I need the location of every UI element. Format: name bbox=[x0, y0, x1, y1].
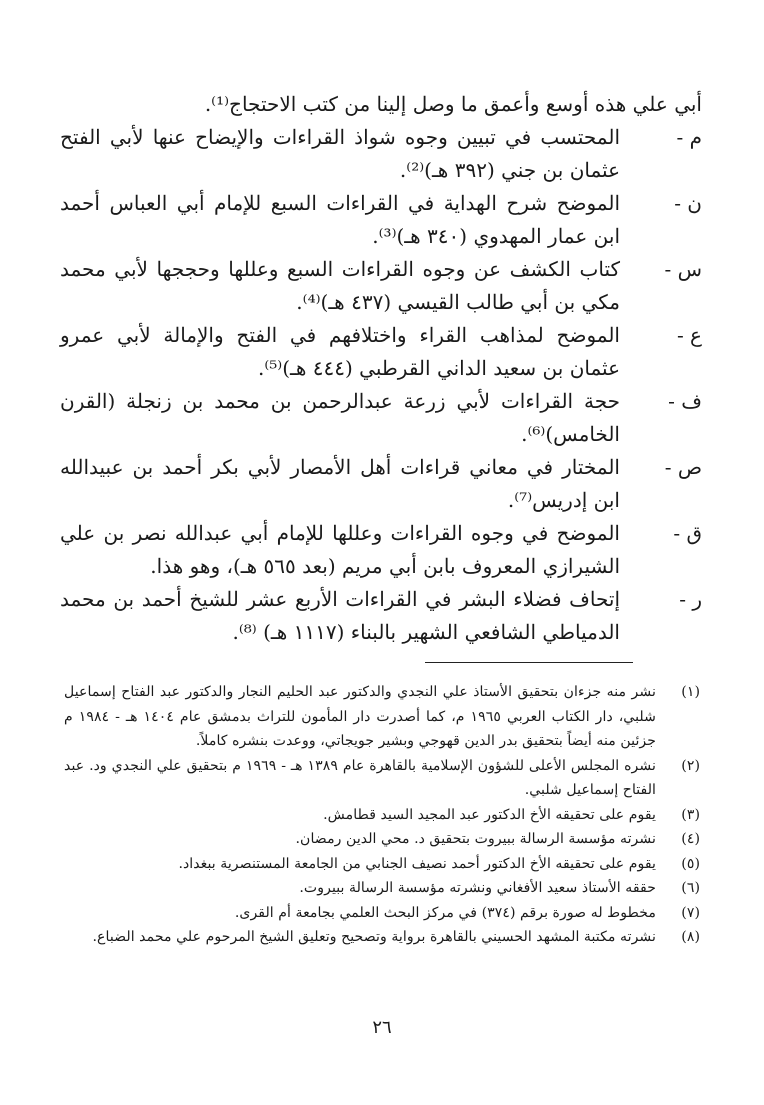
item-label: ر - bbox=[679, 587, 702, 611]
footnote-text: مخطوط له صورة برقم (٣٧٤) في مركز البحث العلمي بجامعة أم القرى. bbox=[234, 904, 656, 921]
footnote-number: (٤) bbox=[681, 831, 700, 847]
footnote-text: يقوم على تحقيقه الأخ الدكتور أحمد نصيف الجنابي من الجامعة المستنصرية ببغداد. bbox=[178, 855, 656, 872]
item-label: م - bbox=[676, 125, 702, 149]
footnote bbox=[64, 680, 700, 754]
list-item bbox=[60, 319, 702, 385]
item-text: الموضح شرح الهداية في القراءات السبع للإمام أبي العباس أحمد ابن عمار المهدوي (٣٤٠ هـ)⁽³⁾. bbox=[60, 191, 621, 248]
continuation-paragraph: أبي علي هذه أوسع وأعمق ما وصل إلينا من كتب الاحتجاج⁽¹⁾. bbox=[204, 92, 702, 116]
footnote-number: (٧) bbox=[681, 904, 700, 921]
list-item bbox=[60, 385, 702, 451]
footnote bbox=[64, 901, 700, 926]
footnote-text: حققه الأستاذ سعيد الأفغاني ونشرته مؤسسة الرسالة ببيروت. bbox=[299, 880, 656, 896]
item-label: ع - bbox=[676, 323, 702, 347]
list-item bbox=[60, 583, 702, 649]
item-text: إتحاف فضلاء البشر في القراءات الأربع عشر للشيخ أحمد بن محمد الدمياطي الشافعي الشهير بالبناء (١١١٧ هـ) ⁽⁸⁾. bbox=[60, 587, 620, 644]
item-text: الموضح لمذاهب القراء واختلافهم في الفتح والإمالة لأبي عمرو عثمان بن سعيد الداني القرطبي (٤٤٤ هـ)⁽⁵⁾. bbox=[60, 323, 620, 380]
footnote-text: نشرته مكتبة المشهد الحسيني بالقاهرة برواية وتصحيح وتعليق الشيخ المرحوم علي محمد الضباع. bbox=[92, 929, 656, 945]
main-text bbox=[60, 88, 702, 649]
item-label: ن - bbox=[674, 191, 702, 215]
footnote bbox=[64, 852, 700, 877]
footnote-text: نشره المجلس الأعلى للشؤون الإسلامية بالقاهرة عام ١٣٨٩ هـ - ١٩٦٩ م بتحقيق علي النجدي ود. عبد الفتاح إسماعيل شلبي. bbox=[64, 757, 656, 798]
item-text: حجة القراءات لأبي زرعة عبدالرحمن بن محمد بن زنجلة (القرن الخامس)⁽⁶⁾. bbox=[60, 389, 620, 446]
item-text: المختار في معاني قراءات أهل الأمصار لأبي بكر أحمد بن عبيدالله ابن إدريس⁽⁷⁾. bbox=[60, 455, 620, 512]
footnote-number: (٢) bbox=[681, 757, 700, 774]
list-item bbox=[60, 253, 702, 319]
footnote-number: (٥) bbox=[681, 855, 700, 872]
item-text: المحتسب في تبيين وجوه شواذ القراءات والإيضاح عنها لأبي الفتح عثمان بن جني (٣٩٢ هـ)⁽²⁾. bbox=[60, 125, 620, 182]
page-number: ٢٦ bbox=[372, 1017, 392, 1038]
footnote-text: نشر منه جزءان بتحقيق الأستاذ علي النجدي والدكتور عبد الحليم النجار والدكتور عبد الفتاح إسماعيل شلبي، دار الكتاب العربي ١٩٦٥ م، كما أصدرت دار المأمون للتراث بدمشق عام ١٤٠٤ هـ - ١٩٨٤ م جزئين منه أيضاً بتحقيق بدر الدين قهوجي وبشير جويجاتي، ووعدت بنشره كاملاً. bbox=[64, 684, 656, 749]
footnote bbox=[64, 876, 700, 901]
footnote-number: (١) bbox=[681, 684, 700, 700]
footnote-separator bbox=[425, 662, 633, 663]
list-item bbox=[60, 121, 702, 187]
footnote-number: (٨) bbox=[681, 929, 700, 945]
footnote bbox=[64, 827, 700, 852]
item-label: ص - bbox=[664, 455, 702, 479]
footnote bbox=[64, 803, 700, 828]
item-label: ف - bbox=[668, 389, 702, 413]
footnote bbox=[64, 754, 700, 803]
list-item bbox=[60, 187, 702, 253]
item-label: س - bbox=[664, 257, 702, 281]
footnote-number: (٣) bbox=[681, 806, 700, 823]
item-label: ق - bbox=[673, 521, 702, 545]
list-item bbox=[60, 517, 702, 583]
footnote-text: يقوم على تحقيقه الأخ الدكتور عبد المجيد السيد قطامش. bbox=[323, 806, 656, 823]
item-text: كتاب الكشف عن وجوه القراءات السبع وعللها وحججها لأبي محمد مكي بن أبي طالب القيسي (٤٣٧ هـ)⁽⁴⁾. bbox=[60, 257, 620, 314]
footnotes bbox=[64, 680, 700, 950]
item-text: الموضح في وجوه القراءات وعللها للإمام أبي عبدالله نصر بن علي الشيرازي المعروف بابن أبي مريم (بعد ٥٦٥ هـ)، وهو هذا. bbox=[60, 521, 620, 578]
footnote-text: نشرته مؤسسة الرسالة ببيروت بتحقيق د. محي الدين رمضان. bbox=[295, 831, 656, 847]
footnote-number: (٦) bbox=[681, 880, 700, 896]
footnote bbox=[64, 925, 700, 950]
list-item bbox=[60, 451, 702, 517]
